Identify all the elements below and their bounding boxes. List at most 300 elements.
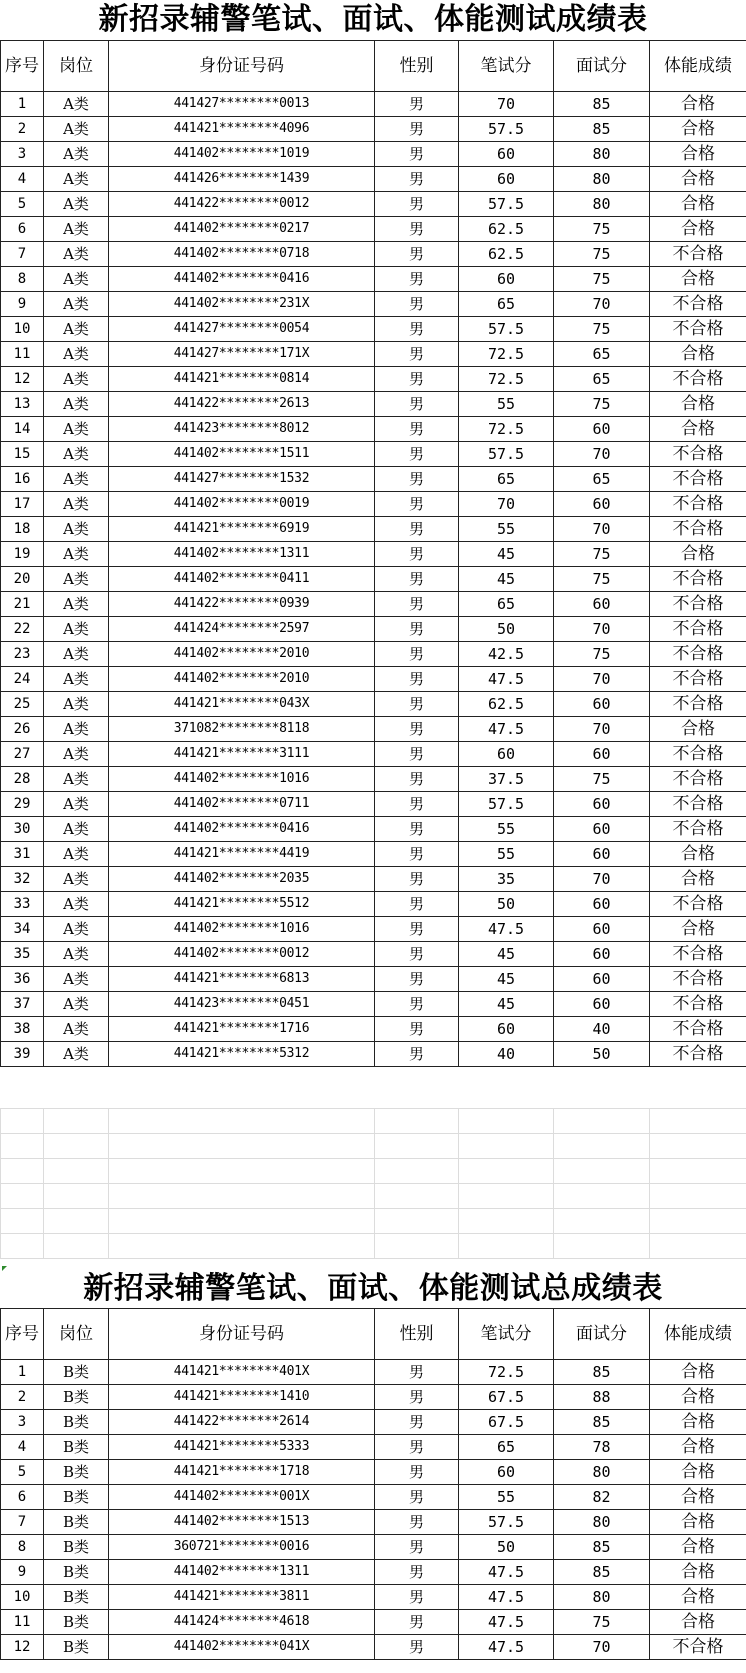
row-number-cell: 28	[1, 767, 44, 792]
empty-cell	[1, 1209, 44, 1234]
gender-cell: 男	[375, 392, 459, 417]
written-score-cell: 67.5	[459, 1410, 554, 1435]
interview-score-cell: 60	[554, 967, 650, 992]
header-cell: 序号	[1, 1309, 44, 1360]
fitness-result-cell: 不合格	[650, 942, 746, 967]
row-number-cell: 31	[1, 842, 44, 867]
position-cell: B类	[44, 1635, 109, 1660]
id-number-cell: 441402********1019	[109, 142, 375, 167]
id-number-cell: 441421********4419	[109, 842, 375, 867]
position-cell: A类	[44, 517, 109, 542]
id-number-cell: 441424********4618	[109, 1610, 375, 1635]
table-row	[1, 392, 746, 417]
fitness-result-cell: 合格	[650, 1435, 746, 1460]
written-score-cell: 40	[459, 1042, 554, 1067]
header-cell: 面试分	[554, 1309, 650, 1360]
row-number-cell: 14	[1, 417, 44, 442]
row-number-cell: 13	[1, 392, 44, 417]
gender-cell: 男	[375, 692, 459, 717]
gender-cell: 男	[375, 1585, 459, 1610]
position-cell: A类	[44, 442, 109, 467]
id-number-cell: 441423********0451	[109, 992, 375, 1017]
interview-score-cell: 70	[554, 442, 650, 467]
interview-score-cell: 70	[554, 717, 650, 742]
empty-cell	[1, 1159, 44, 1184]
row-number-cell: 1	[1, 92, 44, 117]
position-cell: B类	[44, 1485, 109, 1510]
position-cell: A类	[44, 242, 109, 267]
fitness-result-cell: 不合格	[650, 592, 746, 617]
table-row	[1, 417, 746, 442]
fitness-result-cell: 合格	[650, 217, 746, 242]
empty-cell	[375, 1209, 459, 1234]
empty-cell	[375, 1109, 459, 1134]
position-cell: A类	[44, 467, 109, 492]
gender-cell: 男	[375, 617, 459, 642]
written-score-cell: 45	[459, 942, 554, 967]
id-number-cell: 441402********001X	[109, 1485, 375, 1510]
written-score-cell: 57.5	[459, 117, 554, 142]
header-cell: 面试分	[554, 41, 650, 92]
row-number-cell: 5	[1, 1460, 44, 1485]
interview-score-cell: 80	[554, 1585, 650, 1610]
id-number-cell: 441421********6919	[109, 517, 375, 542]
fitness-result-cell: 合格	[650, 192, 746, 217]
gender-cell: 男	[375, 842, 459, 867]
table-row	[1, 967, 746, 992]
fitness-result-cell: 不合格	[650, 692, 746, 717]
table-row	[1, 867, 746, 892]
written-score-cell: 37.5	[459, 767, 554, 792]
gender-cell: 男	[375, 492, 459, 517]
fitness-result-cell: 合格	[650, 917, 746, 942]
table-row	[1, 592, 746, 617]
written-score-cell: 60	[459, 1460, 554, 1485]
table-row	[1, 517, 746, 542]
id-number-cell: 441426********1439	[109, 167, 375, 192]
row-number-cell: 18	[1, 517, 44, 542]
written-score-cell: 50	[459, 892, 554, 917]
gender-cell: 男	[375, 167, 459, 192]
table-row	[1, 817, 746, 842]
row-number-cell: 11	[1, 342, 44, 367]
id-number-cell: 441422********2614	[109, 1410, 375, 1435]
empty-cell	[109, 1109, 375, 1134]
gender-cell: 男	[375, 892, 459, 917]
gender-cell: 男	[375, 667, 459, 692]
position-cell: A类	[44, 892, 109, 917]
score-table-a	[0, 40, 746, 1067]
row-number-cell: 29	[1, 792, 44, 817]
written-score-cell: 60	[459, 742, 554, 767]
fitness-result-cell: 合格	[650, 142, 746, 167]
written-score-cell: 65	[459, 592, 554, 617]
fitness-result-cell: 合格	[650, 117, 746, 142]
interview-score-cell: 65	[554, 342, 650, 367]
gender-cell: 男	[375, 1042, 459, 1067]
fitness-result-cell: 合格	[650, 1385, 746, 1410]
gender-cell: 男	[375, 1560, 459, 1585]
row-number-cell: 23	[1, 642, 44, 667]
written-score-cell: 60	[459, 267, 554, 292]
table-row	[1, 367, 746, 392]
id-number-cell: 441421********1410	[109, 1385, 375, 1410]
id-number-cell: 441421********1718	[109, 1460, 375, 1485]
header-cell: 笔试分	[459, 41, 554, 92]
written-score-cell: 45	[459, 542, 554, 567]
gender-cell: 男	[375, 967, 459, 992]
written-score-cell: 65	[459, 292, 554, 317]
position-cell: A类	[44, 92, 109, 117]
written-score-cell: 62.5	[459, 242, 554, 267]
fitness-result-cell: 不合格	[650, 1042, 746, 1067]
header-cell: 性别	[375, 1309, 459, 1360]
gender-cell: 男	[375, 742, 459, 767]
fitness-result-cell: 不合格	[650, 492, 746, 517]
id-number-cell: 441402********2035	[109, 867, 375, 892]
gender-cell: 男	[375, 1510, 459, 1535]
table-row	[1, 1560, 746, 1585]
fitness-result-cell: 合格	[650, 1410, 746, 1435]
position-cell: B类	[44, 1610, 109, 1635]
table-row	[1, 317, 746, 342]
fitness-result-cell: 合格	[650, 1560, 746, 1585]
row-number-cell: 1	[1, 1360, 44, 1385]
table-row	[1, 142, 746, 167]
sheet-title: 新招录辅警笔试、面试、体能测试成绩表	[98, 2, 648, 37]
written-score-cell: 65	[459, 1435, 554, 1460]
position-cell: A类	[44, 642, 109, 667]
id-number-cell: 441421********5333	[109, 1435, 375, 1460]
table-row	[1, 242, 746, 267]
empty-row	[1, 1109, 746, 1134]
written-score-cell: 47.5	[459, 1610, 554, 1635]
id-number-cell: 441402********1016	[109, 917, 375, 942]
id-number-cell: 441402********0217	[109, 217, 375, 242]
empty-cell	[650, 1234, 746, 1259]
empty-row	[1, 1159, 746, 1184]
row-number-cell: 7	[1, 242, 44, 267]
fitness-result-cell: 不合格	[650, 242, 746, 267]
table-row	[1, 92, 746, 117]
interview-score-cell: 75	[554, 1610, 650, 1635]
id-number-cell: 441427********0013	[109, 92, 375, 117]
empty-cell	[459, 1134, 554, 1159]
row-number-cell: 36	[1, 967, 44, 992]
fitness-result-cell: 合格	[650, 842, 746, 867]
interview-score-cell: 60	[554, 992, 650, 1017]
header-cell: 体能成绩	[650, 1309, 746, 1360]
interview-score-cell: 60	[554, 692, 650, 717]
row-number-cell: 7	[1, 1510, 44, 1535]
interview-score-cell: 75	[554, 642, 650, 667]
written-score-cell: 70	[459, 92, 554, 117]
position-cell: A类	[44, 342, 109, 367]
empty-cell	[375, 1184, 459, 1209]
gender-cell: 男	[375, 1435, 459, 1460]
id-number-cell: 441402********0416	[109, 817, 375, 842]
row-number-cell: 8	[1, 1535, 44, 1560]
position-cell: A类	[44, 1017, 109, 1042]
gender-cell: 男	[375, 1017, 459, 1042]
fitness-result-cell: 不合格	[650, 792, 746, 817]
position-cell: A类	[44, 717, 109, 742]
fitness-result-cell: 不合格	[650, 567, 746, 592]
gender-cell: 男	[375, 542, 459, 567]
id-number-cell: 441402********1513	[109, 1510, 375, 1535]
id-number-cell: 441402********041X	[109, 1635, 375, 1660]
fitness-result-cell: 不合格	[650, 992, 746, 1017]
row-number-cell: 12	[1, 367, 44, 392]
position-cell: B类	[44, 1535, 109, 1560]
header-cell: 身份证号码	[109, 1309, 375, 1360]
empty-cell	[1, 1134, 44, 1159]
empty-cell	[650, 1134, 746, 1159]
empty-cell	[554, 1184, 650, 1209]
written-score-cell: 62.5	[459, 692, 554, 717]
row-number-cell: 4	[1, 1435, 44, 1460]
written-score-cell: 57.5	[459, 442, 554, 467]
gender-cell: 男	[375, 817, 459, 842]
position-cell: A类	[44, 917, 109, 942]
interview-score-cell: 80	[554, 192, 650, 217]
table-row	[1, 267, 746, 292]
fitness-result-cell: 合格	[650, 92, 746, 117]
interview-score-cell: 85	[554, 1560, 650, 1585]
row-number-cell: 10	[1, 317, 44, 342]
empty-cell	[375, 1234, 459, 1259]
empty-spreadsheet-rows	[0, 1108, 746, 1268]
row-number-cell: 38	[1, 1017, 44, 1042]
gender-cell: 男	[375, 117, 459, 142]
interview-score-cell: 60	[554, 492, 650, 517]
table-row	[1, 467, 746, 492]
gender-cell: 男	[375, 192, 459, 217]
interview-score-cell: 60	[554, 842, 650, 867]
interview-score-cell: 70	[554, 667, 650, 692]
written-score-cell: 72.5	[459, 367, 554, 392]
position-cell: A类	[44, 742, 109, 767]
gender-cell: 男	[375, 367, 459, 392]
gender-cell: 男	[375, 917, 459, 942]
row-number-cell: 26	[1, 717, 44, 742]
row-number-cell: 24	[1, 667, 44, 692]
id-number-cell: 441421********3111	[109, 742, 375, 767]
gender-cell: 男	[375, 517, 459, 542]
id-number-cell: 441402********0019	[109, 492, 375, 517]
fitness-result-cell: 不合格	[650, 517, 746, 542]
gender-cell: 男	[375, 417, 459, 442]
row-number-cell: 2	[1, 117, 44, 142]
sheet-title: 新招录辅警笔试、面试、体能测试总成绩表	[83, 1271, 663, 1306]
table-row	[1, 1435, 746, 1460]
written-score-cell: 45	[459, 967, 554, 992]
fitness-result-cell: 不合格	[650, 767, 746, 792]
table-row	[1, 742, 746, 767]
fitness-result-cell: 不合格	[650, 467, 746, 492]
table-row	[1, 442, 746, 467]
empty-cell	[109, 1234, 375, 1259]
written-score-cell: 60	[459, 167, 554, 192]
gender-cell: 男	[375, 1410, 459, 1435]
table-row	[1, 117, 746, 142]
position-cell: A类	[44, 317, 109, 342]
empty-cell	[650, 1109, 746, 1134]
id-number-cell: 441402********0711	[109, 792, 375, 817]
header-cell: 岗位	[44, 1309, 109, 1360]
interview-score-cell: 70	[554, 292, 650, 317]
empty-cell	[554, 1134, 650, 1159]
id-number-cell: 441422********0012	[109, 192, 375, 217]
empty-cell	[1, 1234, 44, 1259]
id-number-cell: 441427********0054	[109, 317, 375, 342]
interview-score-cell: 75	[554, 267, 650, 292]
fitness-result-cell: 合格	[650, 542, 746, 567]
interview-score-cell: 65	[554, 467, 650, 492]
fitness-result-cell: 不合格	[650, 742, 746, 767]
interview-score-cell: 60	[554, 942, 650, 967]
fitness-result-cell: 不合格	[650, 317, 746, 342]
row-number-cell: 22	[1, 617, 44, 642]
gender-cell: 男	[375, 1535, 459, 1560]
position-cell: A类	[44, 817, 109, 842]
interview-score-cell: 75	[554, 567, 650, 592]
position-cell: A类	[44, 142, 109, 167]
table-row	[1, 767, 746, 792]
gender-cell: 男	[375, 342, 459, 367]
gender-cell: 男	[375, 1485, 459, 1510]
empty-cell	[459, 1159, 554, 1184]
empty-cell	[44, 1159, 109, 1184]
interview-score-cell: 85	[554, 1535, 650, 1560]
written-score-cell: 57.5	[459, 1510, 554, 1535]
table-row	[1, 1610, 746, 1635]
written-score-cell: 47.5	[459, 667, 554, 692]
id-number-cell: 441427********1532	[109, 467, 375, 492]
fitness-result-cell: 不合格	[650, 617, 746, 642]
table-row	[1, 992, 746, 1017]
written-score-cell: 55	[459, 842, 554, 867]
id-number-cell: 441427********171X	[109, 342, 375, 367]
row-number-cell: 21	[1, 592, 44, 617]
empty-cell	[554, 1109, 650, 1134]
position-cell: A类	[44, 267, 109, 292]
fitness-result-cell: 合格	[650, 417, 746, 442]
interview-score-cell: 60	[554, 917, 650, 942]
written-score-cell: 57.5	[459, 317, 554, 342]
fitness-result-cell: 不合格	[650, 817, 746, 842]
interview-score-cell: 85	[554, 117, 650, 142]
empty-cell	[1, 1184, 44, 1209]
table-row	[1, 1510, 746, 1535]
table-row	[1, 1485, 746, 1510]
fitness-result-cell: 不合格	[650, 1017, 746, 1042]
empty-cell	[109, 1184, 375, 1209]
table-row	[1, 692, 746, 717]
empty-cell	[554, 1159, 650, 1184]
written-score-cell: 35	[459, 867, 554, 892]
fitness-result-cell: 不合格	[650, 642, 746, 667]
table-header-row	[1, 1309, 746, 1360]
row-number-cell: 6	[1, 1485, 44, 1510]
table-row	[1, 1360, 746, 1385]
row-number-cell: 35	[1, 942, 44, 967]
table-row	[1, 792, 746, 817]
table-row	[1, 917, 746, 942]
empty-cell	[44, 1234, 109, 1259]
position-cell: B类	[44, 1460, 109, 1485]
interview-score-cell: 80	[554, 167, 650, 192]
position-cell: B类	[44, 1585, 109, 1610]
written-score-cell: 47.5	[459, 1635, 554, 1660]
empty-row	[1, 1234, 746, 1259]
position-cell: A类	[44, 592, 109, 617]
id-number-cell: 441402********1511	[109, 442, 375, 467]
id-number-cell: 441421********6813	[109, 967, 375, 992]
position-cell: A类	[44, 217, 109, 242]
written-score-cell: 55	[459, 517, 554, 542]
table-row	[1, 192, 746, 217]
empty-cell	[459, 1209, 554, 1234]
position-cell: A类	[44, 967, 109, 992]
fitness-result-cell: 合格	[650, 867, 746, 892]
id-number-cell: 441423********8012	[109, 417, 375, 442]
empty-cell	[44, 1134, 109, 1159]
position-cell: B类	[44, 1385, 109, 1410]
row-number-cell: 2	[1, 1385, 44, 1410]
empty-cell	[650, 1159, 746, 1184]
table-row	[1, 1385, 746, 1410]
score-table-b	[0, 1308, 746, 1660]
written-score-cell: 72.5	[459, 1360, 554, 1385]
written-score-cell: 62.5	[459, 217, 554, 242]
gender-cell: 男	[375, 992, 459, 1017]
id-number-cell: 441421********0814	[109, 367, 375, 392]
empty-cell	[375, 1159, 459, 1184]
id-number-cell: 441421********5512	[109, 892, 375, 917]
gender-cell: 男	[375, 642, 459, 667]
table-row	[1, 942, 746, 967]
table-header-row	[1, 41, 746, 92]
header-cell: 体能成绩	[650, 41, 746, 92]
id-number-cell: 441424********2597	[109, 617, 375, 642]
fitness-result-cell: 不合格	[650, 292, 746, 317]
written-score-cell: 45	[459, 992, 554, 1017]
empty-cell	[109, 1134, 375, 1159]
written-score-cell: 47.5	[459, 1585, 554, 1610]
empty-cell	[109, 1159, 375, 1184]
table-row	[1, 167, 746, 192]
interview-score-cell: 70	[554, 867, 650, 892]
empty-cell	[44, 1209, 109, 1234]
gender-cell: 男	[375, 442, 459, 467]
gender-cell: 男	[375, 717, 459, 742]
fitness-result-cell: 不合格	[650, 442, 746, 467]
interview-score-cell: 70	[554, 1635, 650, 1660]
id-number-cell: 441402********2010	[109, 642, 375, 667]
written-score-cell: 55	[459, 817, 554, 842]
written-score-cell: 72.5	[459, 342, 554, 367]
table-row	[1, 842, 746, 867]
id-number-cell: 441402********0416	[109, 267, 375, 292]
position-cell: A类	[44, 692, 109, 717]
position-cell: A类	[44, 417, 109, 442]
interview-score-cell: 70	[554, 617, 650, 642]
row-number-cell: 6	[1, 217, 44, 242]
id-number-cell: 441421********3811	[109, 1585, 375, 1610]
empty-cell	[109, 1209, 375, 1234]
gender-cell: 男	[375, 1610, 459, 1635]
